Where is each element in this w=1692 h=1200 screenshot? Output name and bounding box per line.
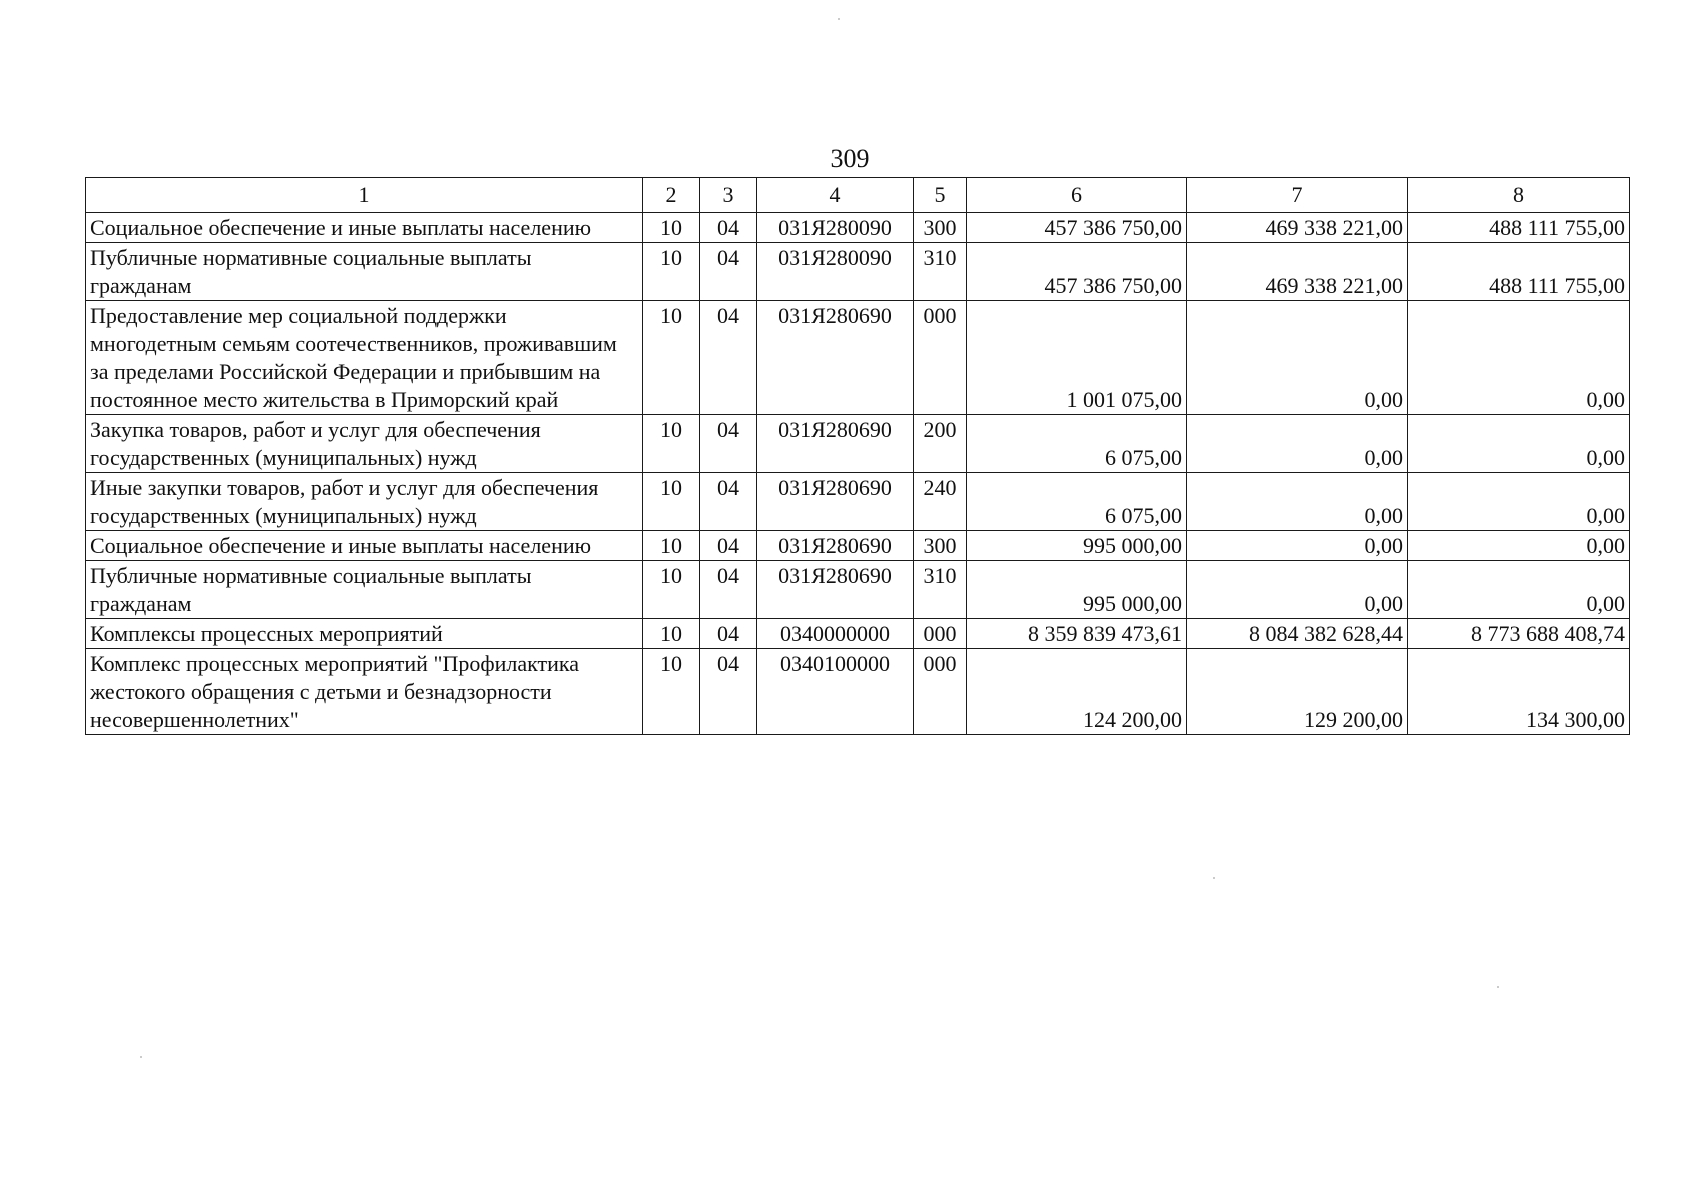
header-cell: 3: [700, 178, 757, 213]
amount-col7: 0,00: [1187, 561, 1408, 619]
subsection-code: 04: [700, 531, 757, 561]
amount-col8: 134 300,00: [1408, 649, 1630, 735]
subsection-code: 04: [700, 243, 757, 301]
row-name: Публичные нормативные социальные выплаты гражданам: [86, 243, 643, 301]
expense-type-code: 310: [914, 561, 967, 619]
table-row: [86, 531, 1630, 561]
row-name: Публичные нормативные социальные выплаты гражданам: [86, 561, 643, 619]
amount-col8: 488 111 755,00: [1408, 243, 1630, 301]
amount-col6: 457 386 750,00: [967, 213, 1187, 243]
amount-col7: 0,00: [1187, 531, 1408, 561]
amount-col6: 457 386 750,00: [967, 243, 1187, 301]
page-number: 309: [830, 144, 870, 173]
amount-col8: 0,00: [1408, 473, 1630, 531]
amount-col6: 995 000,00: [967, 561, 1187, 619]
amount-col6: 6 075,00: [967, 415, 1187, 473]
amount-col8: 0,00: [1408, 415, 1630, 473]
table-row: [86, 243, 1630, 301]
target-article-code: 0340000000: [757, 619, 914, 649]
amount-col6: 6 075,00: [967, 473, 1187, 531]
table-row: [86, 649, 1630, 735]
header-cell: 2: [643, 178, 700, 213]
subsection-code: 04: [700, 619, 757, 649]
amount-col7: 0,00: [1187, 473, 1408, 531]
section-code: 10: [643, 301, 700, 415]
section-code: 10: [643, 213, 700, 243]
section-code: 10: [643, 649, 700, 735]
table-row: [86, 561, 1630, 619]
table-row: [86, 619, 1630, 649]
subsection-code: 04: [700, 473, 757, 531]
budget-table: [85, 177, 1630, 735]
amount-col7: 8 084 382 628,44: [1187, 619, 1408, 649]
amount-col7: 0,00: [1187, 415, 1408, 473]
amount-col8: 0,00: [1408, 561, 1630, 619]
expense-type-code: 200: [914, 415, 967, 473]
amount-col8: 488 111 755,00: [1408, 213, 1630, 243]
amount-col7: 469 338 221,00: [1187, 213, 1408, 243]
amount-col6: 8 359 839 473,61: [967, 619, 1187, 649]
expense-type-code: 000: [914, 301, 967, 415]
header-cell: 7: [1187, 178, 1408, 213]
amount-col7: 0,00: [1187, 301, 1408, 415]
expense-type-code: 000: [914, 619, 967, 649]
expense-type-code: 300: [914, 531, 967, 561]
amount-col6: 1 001 075,00: [967, 301, 1187, 415]
row-name: Комплекс процессных мероприятий "Профилактика жестокого обращения с детьми и безнадзорности несовершеннолетних": [86, 649, 643, 735]
section-code: 10: [643, 561, 700, 619]
section-code: 10: [643, 473, 700, 531]
table-row: [86, 213, 1630, 243]
target-article-code: 031Я280090: [757, 213, 914, 243]
target-article-code: 031Я280690: [757, 561, 914, 619]
expense-type-code: 240: [914, 473, 967, 531]
amount-col8: 0,00: [1408, 531, 1630, 561]
target-article-code: 031Я280690: [757, 531, 914, 561]
target-article-code: 031Я280090: [757, 243, 914, 301]
header-cell: 6: [967, 178, 1187, 213]
row-name: Социальное обеспечение и иные выплаты населению: [86, 531, 643, 561]
section-code: 10: [643, 619, 700, 649]
amount-col8: 0,00: [1408, 301, 1630, 415]
amount-col8: 8 773 688 408,74: [1408, 619, 1630, 649]
expense-type-code: 310: [914, 243, 967, 301]
subsection-code: 04: [700, 301, 757, 415]
table-row: [86, 415, 1630, 473]
expense-type-code: 300: [914, 213, 967, 243]
section-code: 10: [643, 243, 700, 301]
header-cell: 5: [914, 178, 967, 213]
header-cell: 1: [86, 178, 643, 213]
subsection-code: 04: [700, 561, 757, 619]
row-name: Предоставление мер социальной поддержки многодетным семьям соотечественников, проживавшим за пределами Российской Федерации и прибывшим на постоянное место жительства в Приморский край: [86, 301, 643, 415]
amount-col7: 469 338 221,00: [1187, 243, 1408, 301]
target-article-code: 0340100000: [757, 649, 914, 735]
target-article-code: 031Я280690: [757, 473, 914, 531]
subsection-code: 04: [700, 213, 757, 243]
row-name: Иные закупки товаров, работ и услуг для обеспечения государственных (муниципальных) нужд: [86, 473, 643, 531]
section-code: 10: [643, 415, 700, 473]
subsection-code: 04: [700, 649, 757, 735]
amount-col7: 129 200,00: [1187, 649, 1408, 735]
row-name: Комплексы процессных мероприятий: [86, 619, 643, 649]
amount-col6: 124 200,00: [967, 649, 1187, 735]
header-cell: 4: [757, 178, 914, 213]
target-article-code: 031Я280690: [757, 301, 914, 415]
table-row: [86, 473, 1630, 531]
target-article-code: 031Я280690: [757, 415, 914, 473]
section-code: 10: [643, 531, 700, 561]
subsection-code: 04: [700, 415, 757, 473]
table-row: [86, 301, 1630, 415]
header-cell: 8: [1408, 178, 1630, 213]
row-name: Социальное обеспечение и иные выплаты населению: [86, 213, 643, 243]
amount-col6: 995 000,00: [967, 531, 1187, 561]
header-row: [86, 178, 1630, 213]
row-name: Закупка товаров, работ и услуг для обеспечения государственных (муниципальных) нужд: [86, 415, 643, 473]
expense-type-code: 000: [914, 649, 967, 735]
